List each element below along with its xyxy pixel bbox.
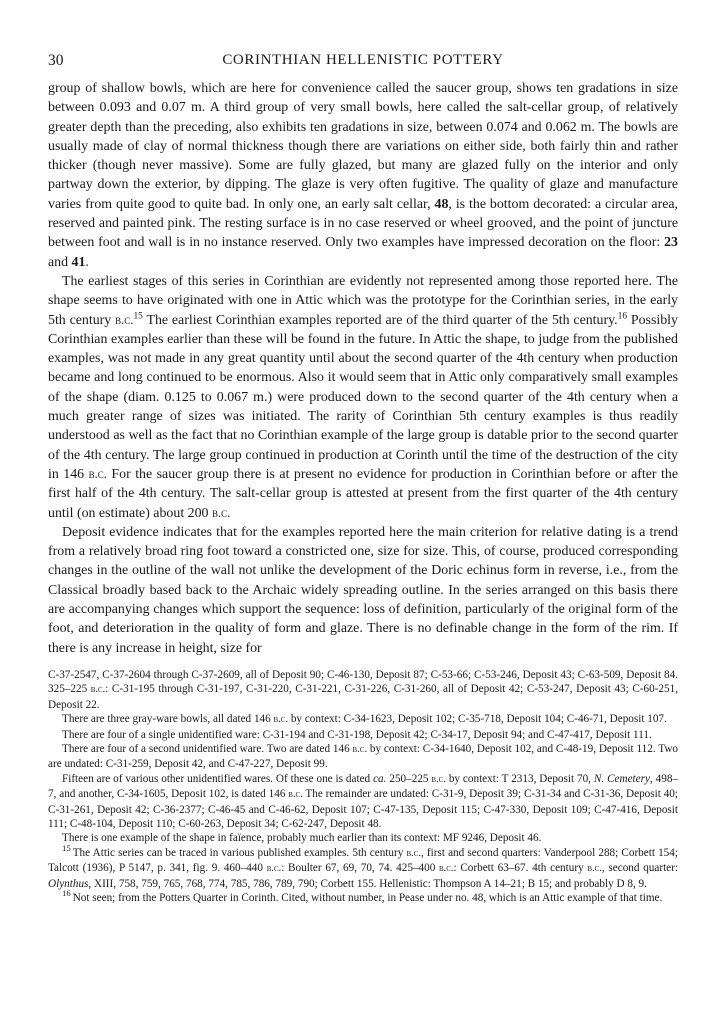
text-run: , is the bottom decorated: a circular area, reserved and painted pink. The resting surface is in no case reserved or wheel grooved, and the point of juncture between foot and wall is in no instance reserved. Only two examples have impressed decoration on the floor: (48, 196, 678, 251)
era-abbrev: b.c. (115, 312, 134, 327)
catalogue-number: 23 (664, 235, 678, 251)
text-run: 250–225 (386, 772, 432, 785)
text-run: by context: C-34-1640, Deposit 102, and C-48-19, Deposit 112. Two are undated: C-31-259, Deposit 42, and C-47-227, Deposit 99. (48, 743, 678, 771)
text-run: Fifteen are of various other unidentified wares. Of these one is dated (62, 772, 374, 785)
note-single-ware: There are four of a single unidentified ware: C-31-194 and C-31-198, Deposit 42; C-34-17, Deposit 94; and C-47-417, Deposit 111. (62, 728, 652, 741)
text-run: , 498–7, and another, C-34-1605, Deposit 102, is dated 146 (48, 772, 679, 801)
main-text (48, 79, 678, 658)
italic-text: N. Cemetery (593, 772, 650, 785)
paragraph-3: Deposit evidence indicates that for the examples reported here the main criterion for relative dating is a trend from a relatively broad ring foot toward a constricted one, size for size. This, of course, produced corresponding changes in the outline of the wall not unlike the development of the Doric echinus form in reverse, i.e., from the Classical broadly based back to the Archaic widely spreading outline. In the series arranged on this basis there are accompanying changes which support the sequence: loss of definition, particularly of the original form of the foot, and deterioration in the quality of form and glaze. There is no definable change in the form of the rim. If there is any increase in height, size for (48, 524, 678, 656)
text-run: , first and second quarters: Vanderpool 288; Corbett 154; Talcott (1936), P 5147, p. 341, fig. 9. 460–440 (48, 846, 678, 875)
footnote-16 (48, 888, 678, 905)
note-second-ware (48, 742, 678, 772)
note-other-wares (48, 772, 678, 832)
text-run: The earliest Corinthian examples reported are of the third quarter of the 5th century. (142, 312, 618, 328)
era-abbrev: b.c. (90, 684, 106, 696)
footnote-ref-15[interactable]: 15 (133, 310, 143, 321)
paragraph-2 (48, 272, 678, 523)
text-run: : Corbett 63–67. 4th century (453, 862, 588, 875)
era-abbrev: b.c. (439, 863, 454, 875)
footnote-ref-16[interactable]: 16 (617, 310, 628, 321)
era-abbrev: b.c. (352, 744, 368, 756)
text-run: The Attic series can be traced in various published examples. 5th century (72, 846, 407, 859)
text-run: For the saucer group there is at present no evidence for production in Corinthian before or after the first half of the 4th century. The salt-cellar group is attested at present from the first quarter of the 4th century until (on estimate) about 200 (48, 466, 678, 521)
text-run: , second quarter: (601, 862, 678, 875)
note-faience: There is one example of the shape in faïence, probably much earlier than its context: MF 9246, Deposit 46. (62, 832, 542, 845)
italic-text: ca. (373, 772, 387, 785)
note-gray-ware (48, 712, 678, 727)
era-abbrev: b.c. (211, 505, 231, 520)
catalogue-number: 48 (434, 196, 449, 212)
text-run: . (85, 254, 89, 270)
text-run: The earliest stages of this series in Corinthian are evidently not represented among those reported here. The shape seems to have originated with one in Attic which was the prototype for the Corinthian series, in the early 5th century (48, 273, 678, 328)
footnotes (48, 668, 678, 906)
footnote-mark-16: 16 (62, 888, 71, 899)
text-run: and (48, 254, 72, 270)
catalogue-number: 41 (71, 254, 86, 270)
running-title: CORINTHIAN HELLENISTIC POTTERY (222, 52, 504, 68)
text-run: by context: T 2313, Deposit 70, (445, 772, 594, 785)
text-run: : Boulter 67, 69, 70, 74. 425–400 (281, 862, 440, 875)
text-run: by context: C-34-1623, Deposit 102; C-35-718, Deposit 104; C-46-71, Deposit 107. (288, 713, 667, 726)
footnote-mark-15: 15 (62, 843, 71, 854)
era-abbrev: b.c. (587, 863, 602, 875)
italic-text: Olynthus (48, 877, 89, 890)
text-run: , XIII, 758, 759, 765, 768, 774, 785, 786, 789, 790; Corbett 155. Hellenistic: Thompson A 14–21; B 15; and probably D 8, 9. (88, 877, 647, 890)
text-run: group of shallow bowls, which are here for convenience called the saucer group, shows ten gradations in size between 0.093 and 0.07 m. A third group of very small bowls, here called the salt-cellar group, of relatively greater depth than the preceding, also exhibits ten gradations in size, between 0.074 and 0.062 m. The bowls are usually made of clay of normal thickness though there are variations on either side, both fairly thin and rather thicker (though never massive). Some are fully glazed, but many are glazed fully on the interior and only partway down the exterior, by dipping. The glaze is very often fugitive. The quality of glaze and manufacture varies from quite good to quite bad. In only one, an early salt cellar, (48, 81, 678, 212)
era-abbrev: b.c. (288, 789, 303, 801)
text-run: C-37-2547, C-37-2604 through C-37-2609, all of Deposit 90; C-46-130, Deposit 87; C-53-66; C-53-246, Deposit 43; C-63-509, Deposit 84. 325–225 (48, 669, 678, 696)
page-header (48, 52, 678, 72)
text-run: : C-31-195 through C-31-197, C-31-220, C-31-221, C-31-226, C-31-260, all of Deposit 42; C-53-247, Deposit 43; C-60-251, Deposit 22. (48, 683, 679, 711)
text-run: The remainder are undated: C-31-9, Deposit 39; C-31-34 and C-31-36, Deposit 40; C-31-261, Deposit 42; C-36-2377; C-46-45 and C-46-62, Deposit 107; C-47-135, Deposit 115; C-47-330, Deposit 109; C-47-416, Deposit 111; C-48-104, Deposit 110; C-60-263, Deposit 34; C-62-247, Deposit 48. (48, 788, 678, 831)
era-abbrev: b.c. (88, 466, 107, 481)
text-run: Not seen; from the Potters Quarter in Corinth. Cited, without number, in Pease under no. 48, which is an Attic example of that time. (72, 892, 663, 905)
era-abbrev: b.c. (273, 714, 289, 726)
text-run: There are four of a second unidentified ware. Two are dated 146 (62, 743, 353, 756)
text-run: Possibly Corinthian examples earlier than these will be found in the future. In Attic the shape, to judge from the published examples, was not made in any great quantity until about the second quarter of the 4th century when production became and long continued to be enormous. Also it would seem that in Attic only comparatively small examples of the shape (diam. 0.125 to 0.067 m.) were produced down to the second quarter of the 4th century when a much greater range of sizes was initiated. The rarity of Corinthian 5th century examples is thus readily understood as well as the fact that no Corinthian example of the large group is datable prior to the second quarter of the 4th century. The large group continued in production at Corinth until the time of the destruction of the city in 146 (48, 312, 678, 482)
text-run: There are three gray-ware bowls, all dated 146 (62, 713, 274, 726)
era-abbrev: b.c. (431, 773, 446, 785)
footnote-15 (48, 843, 678, 891)
era-abbrev: b.c. (406, 847, 421, 859)
note-continuation (48, 668, 678, 712)
paragraph-1 (48, 79, 678, 272)
era-abbrev: b.c. (266, 863, 282, 875)
page-number: 30 (48, 52, 64, 69)
